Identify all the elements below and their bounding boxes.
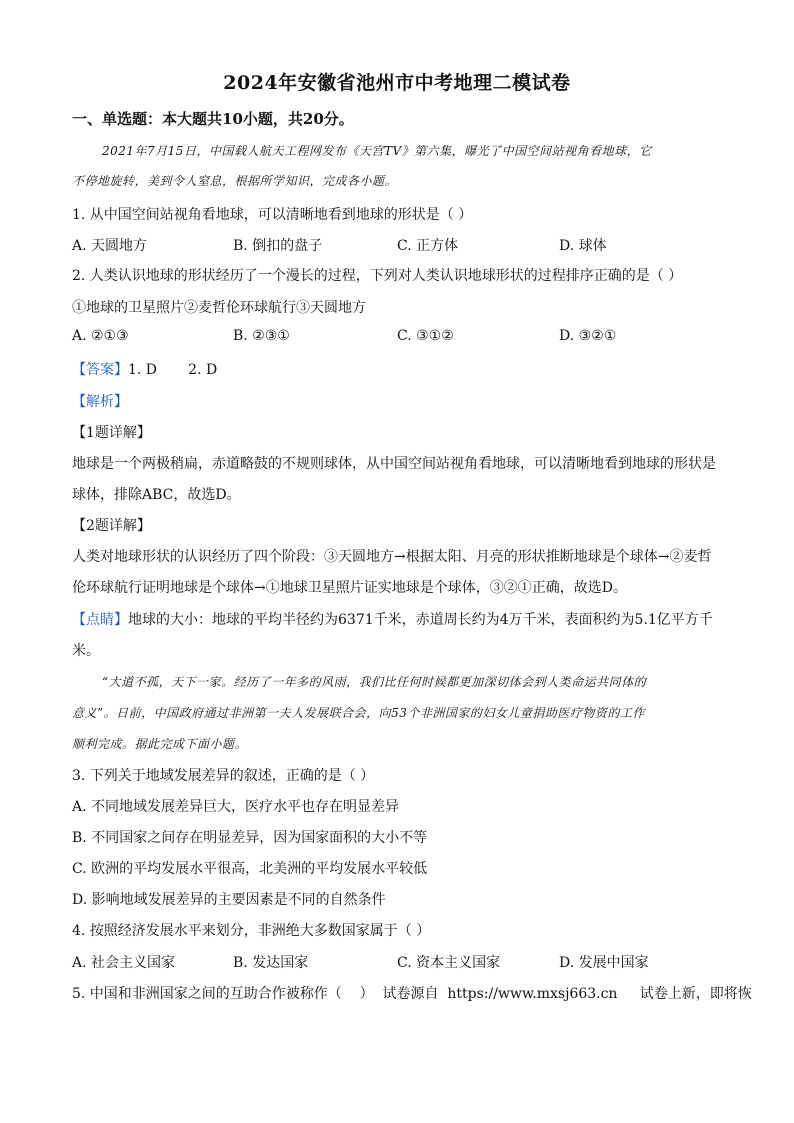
tip-line2: 米。 [72,643,100,659]
q3-stem: 3. 下列关于地域发展差异的叙述，正确的是（ ） [72,768,375,784]
passage1-line2: 不停地旋转，美到令人窒息，根据所学知识，完成各小题。 [72,174,398,188]
q4-option-c: C. 资本主义国家 [397,955,501,971]
q2-option-a: A. ②①③ [72,328,129,344]
passage2-line3: 顺利完成。据此完成下面小题。 [72,737,248,751]
q4-option-b: B. 发达国家 [233,955,309,971]
q2-sub: ①地球的卫星照片②麦哲伦环球航行③天圆地方 [72,300,366,316]
q2-option-d: D. ③②① [559,328,617,344]
passage2-line2: 意义”。日前，中国政府通过非洲第一夫人发展联合会，向53个非洲国家的妇女儿童捐助医疗物资的工作 [72,706,645,720]
detail1-line2: 球体，排除ABC，故选D。 [72,487,241,503]
section-heading: 一、单选题：本大题共10小题，共20分。 [72,110,354,128]
passage2-line1: “大道不孤，天下一家。经历了一年多的风雨，我们比任何时候都更加深切体会到人类命运共同体的 [102,675,647,689]
page-title: 2024年安徽省池州市中考地理二模试卷 [223,72,571,94]
q4-option-d: D. 发展中国家 [559,955,649,971]
q5-stem: 5. 中国和非洲国家之间的互助合作被称作（ ） 试卷源自 https://www.mxsj663.cn 试卷上新，即将恢 [72,986,752,1002]
q4-stem: 4. 按照经济发展水平来划分，非洲绝大多数国家属于（ ） [72,923,431,939]
detail1-line1: 地球是一个两极稍扁，赤道略鼓的不规则球体，从中国空间站视角看地球，可以清晰地看到地球的形状是 [72,456,716,472]
q4-option-a: A. 社会主义国家 [72,955,176,971]
detail2-line1: 人类对地球形状的认识经历了四个阶段：③天圆地方→根据太阳、月亮的形状推断地球是个球体→②麦哲 [72,549,712,565]
answer-text: 1. D 2. D [128,362,218,378]
q3-option-c: C. 欧洲的平均发展水平很高，北美洲的平均发展水平较低 [72,861,428,877]
analysis-label [72,391,128,411]
q1-option-c: C. 正方体 [397,238,459,254]
q1-option-d: D. 球体 [559,238,607,254]
q2-stem: 2. 人类认识地球的形状经历了一个漫长的过程，下列对人类认识地球形状的过程排序正确的是（ ） [72,268,683,284]
tip-label: 【点睛】 [72,612,128,628]
q2-option-b: B. ②③① [233,328,290,344]
detail2-label: 【2题详解】 [72,518,151,534]
answer-label: 【答案】 [72,362,128,378]
detail1-label: 【1题详解】 [72,425,151,441]
q1-option-b: B. 倒扣的盘子 [233,238,323,254]
passage1-line1: 2021年7月15日，中国载人航天工程网发布《天宫TV》第六集，曝光了中国空间站视角看地球，它 [102,144,652,158]
q2-option-c: C. ③①② [397,328,454,344]
analysis-tag: 【解析】 [72,394,128,410]
q3-option-b: B. 不同国家之间存在明显差异，因为国家面积的大小不等 [72,830,428,846]
q1-option-a: A. 天圆地方 [72,238,148,254]
q1-stem: 1. 从中国空间站视角看地球，可以清晰地看到地球的形状是（ ） [72,207,473,223]
q3-option-a: A. 不同地域发展差异巨大，医疗水平也存在明显差异 [72,799,400,815]
tip-text1: 地球的大小：地球的平均半径约为6371千米，赤道周长约为4万千米，表面积约为5.1亿平方千 [128,612,713,628]
q3-option-d: D. 影响地域发展差异的主要因素是不同的自然条件 [72,892,386,908]
answer-line [72,359,217,379]
detail2-line2: 伦环球航行证明地球是个球体→①地球卫星照片证实地球是个球体，③②①正确，故选D。 [72,580,627,596]
tip-line1 [72,609,713,629]
